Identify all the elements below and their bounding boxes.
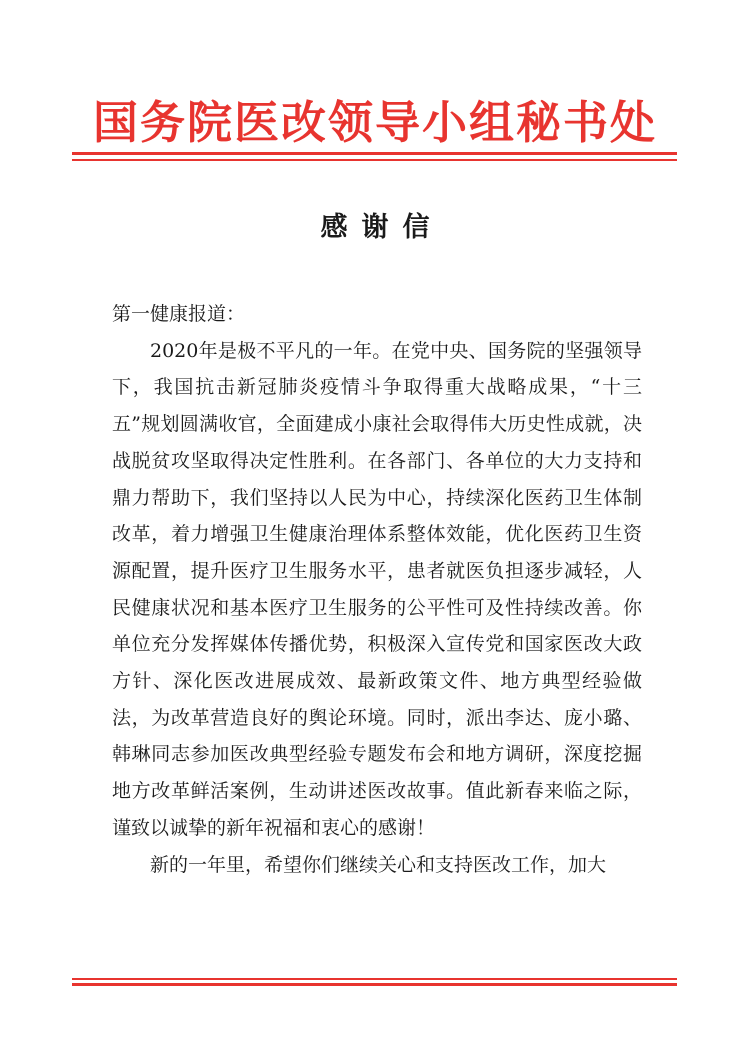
- document-title: 感谢信: [320, 212, 444, 243]
- footer-rule-thick: [72, 983, 677, 986]
- body-paragraph-2: 新的一年里，希望你们继续关心和支持医改工作，加大: [150, 853, 607, 876]
- letter-body: [112, 296, 642, 883]
- letterhead-rule-thick: [72, 152, 677, 155]
- faint-seal-mark: [196, 236, 386, 296]
- letterhead-rule-thin: [72, 159, 677, 161]
- footer-rule-thin: [72, 978, 677, 980]
- body-paragraph-1: 2020年是极不平凡的一年。在党中央、国务院的坚强领导下，我国抗击新冠肺炎疫情斗争取得重大战略成果，“十三五”规划圆满收官，全面建成小康社会取得伟大历史性成就，决战脱贫攻坚取得决定性胜利。在各部门、各单位的大力支持和鼎力帮助下，我们坚持以人民为中心，持续深化医药卫生体制改革，着力增强卫生健康治理体系整体效能，优化医药卫生资源配置，提升医疗卫生服务水平，患者就医负担逐步减轻，人民健康状况和基本医疗卫生服务的公平性可及性持续改善。你单位充分发挥媒体传播优势，积极深入宣传党和国家医改大政方针、深化医改进展成效、最新政策文件、地方典型经验做法，为改革营造良好的舆论环境。同时，派出李达、庞小璐、韩琳同志参加医改典型经验专题发布会和地方调研，深度挖掘地方改革鲜活案例，生动讲述医改故事。值此新春来临之际，谨致以诚挚的新年祝福和衷心的感谢！: [112, 339, 642, 839]
- salutation: 第一健康报道：: [112, 303, 246, 325]
- letterhead-title: 国务院医改领导小组秘书处: [92, 96, 657, 149]
